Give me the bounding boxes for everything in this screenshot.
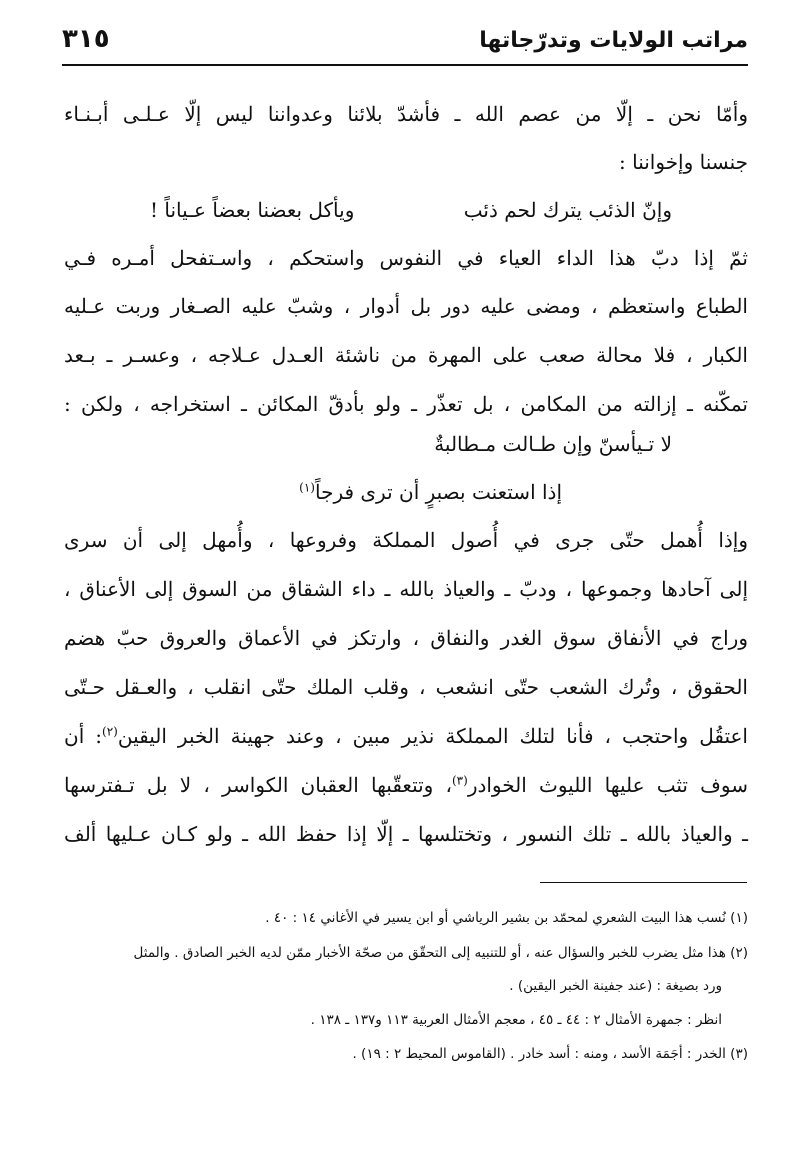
p2-line-3: الكبار ، فلا محالة صعب على المهرة من ناشئة العـدل عـلاجه ، وعسـر ـ بـعد (64, 343, 748, 367)
p3-line-5-text: اعتقُل واحتجب ، فأنا لتلك المملكة نذير مبين ، وعند جهينة الخبر اليقين (117, 724, 748, 748)
footnote-2-line-1: (٢) هذا مثل يضرب للخبر والسؤال عنه ، أو للتنبيه إلى التحقّق من صحّة الأخبار ممّن لديه الخبر الصادق . والمثل (133, 945, 748, 961)
p1-line-1: وأمّا نحن ـ إلّا من عصم الله ـ فأشدّ بلائنا وعدواننا ليس إلّا عـلـى أبـنـاء (64, 102, 748, 126)
p3-line-2: إلى آحادها وجموعها ، ودبّ ـ والعياذ بالله ـ داء الشقاق من السوق إلى الأعناق ، (64, 577, 748, 601)
p3-line-6-text: سوف تثب عليها الليوث الخوادر (467, 773, 748, 797)
footnote-marker-2: (٢) (102, 724, 118, 739)
footnote-marker-1: (١) (299, 480, 315, 495)
p2-line-2: الطباع واستعظم ، ومضى عليه دور بل أدوار ، وشبّ عليه الصـغار وربت عـليه (64, 294, 748, 318)
p3-line-5 (64, 721, 748, 751)
p1-line-2: جنسنا وإخواننا : (619, 150, 748, 174)
header-rule (62, 64, 748, 66)
footnote-2-line-2: ورد بصيغة : (عند جفينة الخبر اليقين) . (509, 978, 722, 994)
verse2-second-text: إذا استعنت بصبرٍ أن ترى فرجاً (314, 480, 562, 504)
footnote-1: (١) نُسب هذا البيت الشعري لمحمّد بن بشير الرياشي أو ابن يسير في الأغاني ١٤ : ٤٠ . (265, 910, 748, 926)
footnote-marker-3: (٣) (451, 773, 468, 788)
p2-line-4: تمكّنه ـ إزالته من المكامن ، بل تعذّر ـ ولو بأدقّ المكائن ـ استخراجه ، ولكن : (64, 392, 748, 416)
verse2-first-hemistich: لا تـيأسنّ وإن طـالت مـطالبةٌ (434, 432, 672, 456)
page-header (62, 24, 748, 64)
footnote-rule (540, 882, 747, 883)
p2-line-1: ثمّ إذا دبّ هذا الداء العياء في النفوس واستحكم ، واسـتفحل أمـره فـي (64, 246, 748, 270)
p3-line-5-tail: : أن (64, 724, 103, 748)
p3-line-4: الحقوق ، وتُرك الشعب حتّى انشعب ، وقلب الملك حتّى انقلب ، والعـقل حـتّى (64, 675, 748, 699)
verse2-second-hemistich (299, 477, 562, 507)
verse1-second-hemistich: ويأكل بعضنا بعضاً عـياناً ! (150, 198, 355, 222)
running-title: مراتب الولايات وتدرّجاتها (479, 28, 748, 53)
page-number: ٣١٥ (62, 24, 110, 54)
p3-line-1: وإذا أُهمل حتّى جرى في أُصول المملكة وفروعها ، وأُمهل إلى أن سرى (64, 528, 748, 552)
footnote-3: (٣) الخدر : أجَمَة الأسد ، ومنه : أسد خادر . (القاموس المحيط ٢ : ١٩) . (352, 1046, 748, 1062)
p3-line-6 (64, 770, 748, 800)
verse1-first-hemistich: وإنّ الذئب يترك لحم ذئب (463, 198, 672, 222)
p3-line-6-tail: ، وتتعقّبها العقبان الكواسر ، لا بل تـفترسها (64, 773, 452, 797)
p3-line-3: وراج في الأنفاق سوق الغدر والنفاق ، وارتكز في الأعماق والعروق حبّ هضم (64, 626, 748, 650)
footnote-2-line-3: انظر : جمهرة الأمثال ٢ : ٤٤ ـ ٤٥ ، معجم الأمثال العربية ١١٣ و١٣٧ ـ ١٣٨ . (310, 1012, 722, 1028)
p3-line-7: ـ والعياذ بالله ـ تلك النسور ، وتختلسها ـ إلّا إذا حفظ الله ـ ولو كـان عـليها ألف (64, 822, 748, 846)
